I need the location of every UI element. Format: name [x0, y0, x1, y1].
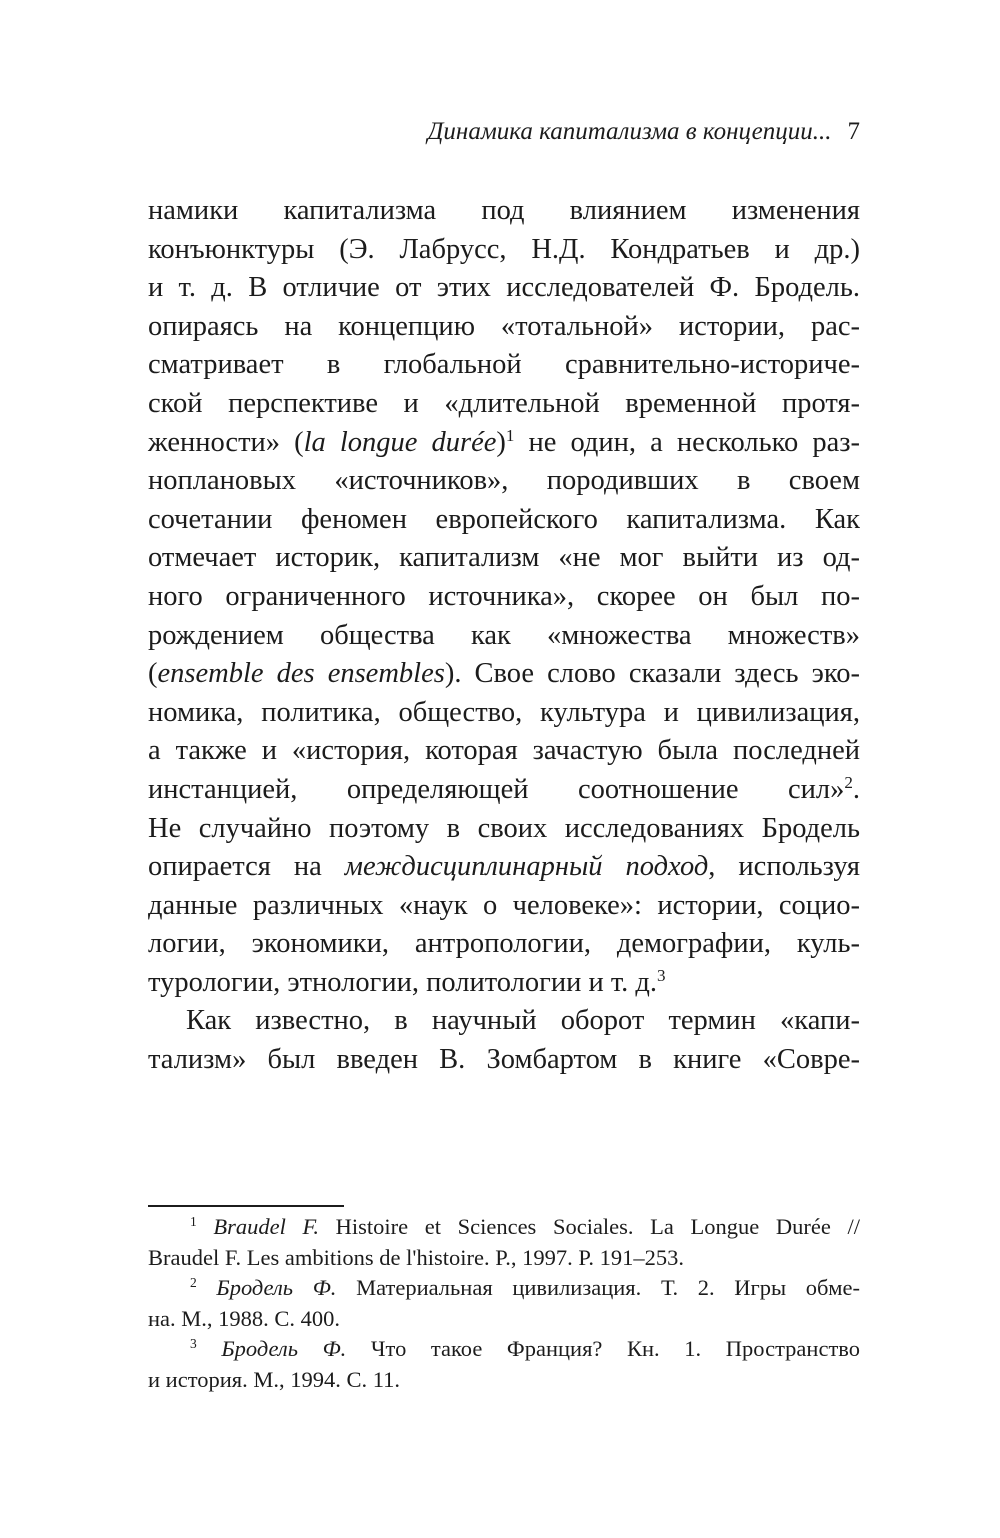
- text-run: опираясь на концепцию «тотальной» истории, рас-: [148, 310, 860, 342]
- footnote-item: [148, 1212, 860, 1273]
- footnote-line: [148, 1334, 860, 1365]
- italic-text: Braudel F.: [213, 1214, 319, 1239]
- text-run: ). Свое слово сказали здесь эко-: [444, 658, 860, 690]
- footnote-ref: 2: [844, 772, 853, 792]
- text-run: [197, 1336, 222, 1361]
- text-run: турологии, этнологии, политологии и т. д.: [148, 966, 658, 998]
- text-line: [148, 1002, 860, 1041]
- footnote-ref: 2: [190, 1274, 197, 1290]
- text-run: Histoire et Sciences Sociales. La Longue Durée //: [318, 1214, 860, 1239]
- text-line: [148, 810, 860, 849]
- body-text: [148, 192, 860, 1080]
- footnote-line: [148, 1304, 860, 1335]
- text-run: и т. д. В отличие от этих исследователей Ф. Бродель.: [148, 272, 860, 304]
- text-line: [148, 848, 860, 887]
- text-run: опирается на: [148, 851, 345, 883]
- text-line: [148, 231, 860, 270]
- footnote-item: [148, 1273, 860, 1334]
- text-line: [148, 964, 860, 1003]
- footnote-line: [148, 1273, 860, 1304]
- text-run: не один, а несколько раз-: [514, 426, 860, 458]
- text-line: [148, 539, 860, 578]
- text-run: инстанцией, определяющей соотношение сил»: [148, 773, 845, 805]
- text-run: Как известно, в научный оборот термин «капи-: [186, 1005, 860, 1037]
- text-run: (: [148, 658, 158, 690]
- text-run: и история. М., 1994. С. 11.: [148, 1366, 401, 1392]
- italic-text: ensemble des ensembles: [157, 658, 445, 690]
- text-line: [148, 732, 860, 771]
- italic-text: Бродель Ф.: [221, 1336, 347, 1361]
- footnote-divider: [148, 1205, 344, 1207]
- text-run: на. М., 1988. С. 400.: [148, 1305, 341, 1331]
- text-run: тализм» был введен В. Зомбартом в книге «Совре-: [148, 1044, 860, 1076]
- text-run: Не случайно поэтому в своих исследованиях Бродель: [148, 812, 860, 844]
- text-run: ного ограниченного источника», скорее он был по-: [148, 580, 860, 612]
- text-run: ): [496, 426, 506, 458]
- text-run: сочетании феномен европейского капитализма. Как: [148, 503, 860, 535]
- footnote-ref: 3: [190, 1335, 197, 1351]
- text-line: [148, 617, 860, 656]
- page-number: 7: [847, 118, 860, 145]
- footnote-line: [148, 1365, 860, 1396]
- text-line: [148, 1041, 860, 1080]
- running-head: [148, 116, 860, 148]
- running-title: Динамика капитализма в концепции...: [427, 118, 832, 145]
- text-line: [148, 269, 860, 308]
- text-run: данные различных «наук о человеке»: истории, социо-: [148, 889, 860, 921]
- italic-text: междисциплинарный подход: [344, 851, 709, 883]
- text-line: [148, 501, 860, 540]
- text-line: [148, 346, 860, 385]
- text-run: [197, 1214, 214, 1239]
- text-run: конъюнктуры (Э. Лабрусс, Н.Д. Кондратьев и др.): [148, 233, 860, 265]
- text-line: [148, 925, 860, 964]
- footnote-ref: 1: [505, 425, 515, 445]
- text-run: ноплановых «источников», породивших в своем: [148, 465, 860, 497]
- text-run: [197, 1275, 217, 1300]
- text-run: .: [852, 773, 860, 805]
- text-line: [148, 771, 860, 810]
- text-line: [148, 462, 860, 501]
- text-line: [148, 578, 860, 617]
- text-run: ской перспективе и «длительной временной протя-: [148, 387, 860, 419]
- text-run: номика, политика, общество, культура и цивилизация,: [148, 696, 860, 728]
- italic-text: Бродель Ф.: [216, 1275, 337, 1300]
- text-line: [148, 655, 860, 694]
- text-run: а также и «история, которая зачастую была последней: [148, 735, 860, 767]
- text-run: отмечает историк, капитализм «не мог выйти из од-: [148, 542, 860, 574]
- footnote-line: [148, 1212, 860, 1243]
- footnote-line: [148, 1243, 860, 1274]
- text-run: сматривает в глобальной сравнительно-историче-: [148, 349, 860, 381]
- footnote-ref: 3: [657, 965, 666, 985]
- text-run: Braudel F. Les ambitions de l'histoire. P., 1997. P. 191–253.: [148, 1244, 684, 1270]
- text-line: [148, 694, 860, 733]
- text-line: [148, 424, 860, 463]
- text-line: [148, 308, 860, 347]
- text-run: намики капитализма под влиянием изменения: [148, 195, 860, 226]
- text-line: [148, 887, 860, 926]
- text-run: рождением общества как «множества множеств»: [148, 619, 860, 651]
- text-run: логии, экономики, антропологии, демографии, куль-: [148, 928, 860, 960]
- text-run: женности» (: [148, 426, 304, 458]
- text-line: [148, 192, 860, 231]
- text-run: Что такое Франция? Кн. 1. Пространство: [346, 1336, 860, 1361]
- footnote-ref: 1: [190, 1213, 197, 1229]
- italic-text: la longue durée: [303, 426, 497, 458]
- text-run: , используя: [708, 851, 860, 883]
- text-run: Материальная цивилизация. Т. 2. Игры обме-: [336, 1275, 860, 1300]
- footnotes: [148, 1212, 860, 1395]
- text-line: [148, 385, 860, 424]
- footnote-item: [148, 1334, 860, 1395]
